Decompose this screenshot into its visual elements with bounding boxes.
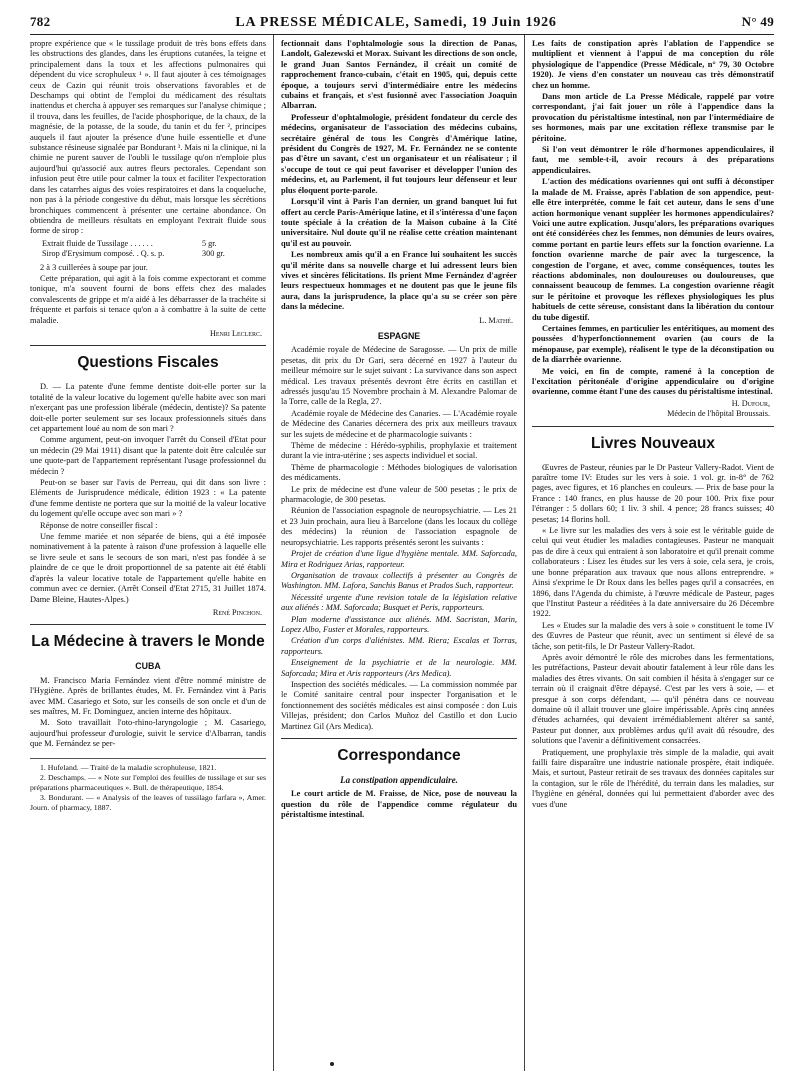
footnote: 1. Hufeland. — Traité de la maladie scrophuleuse, 1821. [40,762,217,772]
paragraph: Le prix de médecine est d'une valeur de 500 pesetas ; le prix de pharmacologie, de 300 pesetas. [281,484,517,505]
paragraph: Réponse de notre conseiller fiscal : [40,520,158,530]
author-signature: Henri Leclerc. [209,328,262,338]
section-heading-fiscales: Questions Fiscales [77,354,219,372]
footnotes [30,758,266,813]
paragraph: L'action des médications ovariennes qui ont suffi à déconstiper la malade de M. Fraisse, après l'ablation de son appendice, peut-elle être interprétée, comme le fait cet auteur, dans le sens d'une action hormonique venant suppléer les hormones appendiculaires? Voici une autre explication. Jusqu'alors, les préparations ovariques ont été considérées chez les femmes, non démunies de leurs ovaires, comme portant en partie leurs effets sur la fonction ovarienne. La fonction ovarienne marche de pair avec la turgescence, la congestion de l'organe, et avec, comme conséquences, toutes les réactions abdominales, non douloureuses ou douloureuses, que connaissent beaucoup de femmes. La congestion ovarienne réagit sur le péritoine et provoque les réflexes physiologiques les plus habituels de cette séreuse, consistant dans la libération du contour du tube digestif. [532,177,774,322]
divider [30,345,266,346]
section-heading-livres: Livres Nouveaux [590,434,716,452]
paragraph: Me voici, en fin de compte, ramené à la conception de l'excitation péritonéale d'origine appendiculaire ou d'origine ovarienne, comme étant l'une des causes du péristaltisme intestinal. [532,366,774,397]
divider [532,426,774,427]
paragraph: Académie royale de Médecine de Saragosse. — Un prix de mille pesetas, dit prix du Dr Gari, sera décerné en 1927 à l'auteur du meilleur mémoire sur le sujet suivant : La survivance dans son aspect médical. Les travaux présentés devront être écrits en castillan et adressés jusqu'au 15 Novembre prochain à M. Alexandre Palomar de la Torre, calle de la Regla, 27. [281,345,517,407]
paragraph: Œuvres de Pasteur, réunies par le Dr Pasteur Vallery-Radot. Vient de paraître tome IV: Etudes sur les vers à soie. 1 vol. gr. in-8° de 762 pages, avec figures, et 16 planches en couleurs. — Prix de base pour la France : 140 francs, en plus hausse de 20 pour 100. Prix fixe pour l'étranger : 5 dollars 60; 1 liv. 3 shil. 4 pence; 28 francs suisses; 40 pesetas; 14 florins holl. [532,462,774,524]
formula-ingredient: Extrait fluide de Tussilage . . . . . . [42,238,153,248]
subheading-espagne: ESPAGNE [377,330,421,341]
column-1 [30,35,273,1071]
footnote: 3. Bondurant. — « Analysis of the leaves of tussilago farfara », Amer. Journ. of pharmacy, 1887. [30,793,266,812]
formula-quantity: 5 gr. [202,238,217,248]
divider [30,624,266,625]
paragraph: Si l'on veut démontrer le rôle d'hormones appendiculaires, il faut, me semble-t-il, avoir recours à des préparations appendiculaires. [532,145,774,175]
paragraph: M. Francisco Maria Fernández vient d'être nommé ministre de l'Hygiène. Après de brillantes études, M. Fr. Fernández vint à Paris avec MM. Casariego et Soto, sur les conseils de son oncle et d'un de ses maîtres, M. Fr. Dominguez, ancien interne des hôpitaux. [30,675,266,716]
issue-number: N° 49 [741,14,774,29]
paragraph: Les faits de constipation après l'ablation de l'appendice se multiplient et viennent à l'appui de ma conception du rôle physiologique de l'appendice (Presse Médicale, n° 79, 30 Octobre 1920). Je viens d'en constater un nouveau cas très démonstratif chez un homme. [532,39,774,90]
paragraph: Organisation de travaux collectifs à présenter au Congrès de Washington. MM. Lafora, Sanchis Banus et Prados Such, rapporteur. [281,570,517,591]
paragraph: Le court article de M. Fraisse, de Nice, pose de nouveau la question du rôle de l'appendice comme régulateur du péristaltisme intestinal. [281,789,517,820]
paragraph: Dans mon article de La Presse Médicale, rappelé par votre correspondant, j'ai fait jouer un rôle à l'appendice dans la provocation du péristaltisme intestinal, non par l'intermédiaire de ses hormones, mais par une excitation réflexe transmise par le péritoine. [532,92,774,143]
columns [30,35,774,1071]
paragraph: Peut-on se baser sur l'avis de Perreau, qui dit dans son livre : Eléments de Jurisprudence médicale, édition 1923 : « La patente d'une femme dentiste ne portera que sur la moitié de la valeur locative du logement qu'elle occupe avec son mari » ? [30,478,266,519]
paragraph: Professeur d'ophtalmologie, président fondateur du cercle des médecins, organisateur de l'association des médecins cubains, secrétaire général de tous les Congrès d'Amérique latine, président du Congrès de 1927, M. Fr. Fernández ne se contente pas d'être un savant, c'est un organisateur et un réalisateur ; il s'occupe de tout ce qui peut favoriser et développer l'union des médecins, et, au Parlement, il fut toujours leur défenseur et leur plus éloquent porte-parole. [281,112,517,195]
paragraph: Enseignement de la psychiatrie et de la neurologie. MM. Saforcada; Mira et Aris rapporteurs (Ars Medica). [281,658,517,678]
paragraph: D. — La patente d'une femme dentiste doit-elle porter sur la totalité de la valeur locative du logement qu'elle habite avec son mari n'exerçant pas une profession libérale (médecin, dentiste)? Sa patente doit-elle porter seulement sur ses locaux professionnels situés dans cet appartement loué au nom de son mari ? [30,382,266,433]
paragraph: « Le livre sur les maladies des vers à soie est le véritable guide de celui qui veut étudier les maladies contagieuses. Pasteur ne manquait pas de dire à ceux qui entraient à son laboratoire et qu'il prenait comme collaborateurs : Lisez les études sur les vers à soie, cela sera, je crois, une bonne préparation aux travaux que nous allons entreprendre. » Ainsi s'exprime le Dr Roux dans les belles pages qu'il a consacrées, en 1896, dans l'Agenda du chimiste, à l'œuvre médicale de Pasteur, pages que l'Institut Pasteur a rééditées à la date anniversaire du 26 Décembre 1922. [532,526,774,619]
paragraph: Académie royale de Médecine des Canaries. — L'Académie royale de Médecine des Canaries décernera des prix aux meilleurs travaux sur les sujets de médecine et de pharmacologie suivants : [281,408,517,439]
paragraph: Pratiquement, une prophylaxie très simple de la maladie, qui avait failli faire disparaître une industrie nationale prospère, était indiquée. Mais, et surtout, Pasteur retirait de ses travaux des données capitales sur la contagion, sur le rôle de l'hérédité, du terrain dans les maladies, sur l'hygiène en général, données qui lui permettaient d'aborder avec des vues d'une [532,747,774,809]
paragraph: Projet de création d'une ligue d'hygiène mentale. MM. Saforcada, Mira et Rodriguez Arias, rapporteur. [281,549,517,569]
column-3 [524,35,774,1071]
paragraph: fectionnait dans l'ophtalmologie sous la direction de Panas, Landolt, Galezewski et Morax. Suivant les directions de son oncle, le grand Juan Santos Fernández, il créait un comité de rapprochement franco-cubain, c'était en 1905, qui, depuis cette époque, a toujours servi d'intermédiaire entre les médecins cubains et français, et s'est fusionné avec l'association Joaquin Albarran. [281,39,517,111]
paragraph: Plan moderne d'assistance aux aliénés. MM. Sacristan, Marin, Lopez Albo, Fuster et Morales, rapporteurs. [281,614,517,634]
paragraph: Certaines femmes, en particulier les entéritiques, au moment des poussées d'hyperfonctionnement ovarien (au cours de la ménopause, par exemple), réalisent le type de la déconstipation ou de la diarrhée ovarienne. [532,323,774,365]
subheading-constipation: La constipation appendiculaire. [340,775,458,785]
page-header [30,14,774,35]
author-signature: H. Dufour, [731,398,770,408]
paragraph: Après avoir démontré le rôle des microbes dans les fermentations, les putréfactions, Pasteur devait aboutir fatalement à leur rôle dans les maladies des êtres vivants. On sait combien il hésita à s'engager sur ce terrain où il craignait d'être dépaysé. C'est par les vers à soie, — et presque à son corps défendant, — qu'il pénétra dans ce nouveau domaine où il allait trouver une gloire impérissable. Après cinq années d'études acharnées, qui devaient irrémédiablement altérer sa santé, Pasteur put donner, aux problèmes ardus qu'il avait dû résoudre, des solutions que l'avenir a définitivement consacrées. [532,652,774,746]
paragraph: Les « Etudes sur la maladie des vers à soie » constituent le tome IV des Œuvres de Pasteur que réunit, avec un sentiment si élevé de sa tâche, son petit-fils, le Dr Pasteur Vallery-Radot. [532,620,774,651]
author-signature: René Pinchon. [212,607,262,617]
paragraph: Réunion de l'association espagnole de neuropsychiatrie. — Les 21 et 23 Juin prochain, aura lieu à Barcelone (dans les locaux du collège des médecins) la réunion de l'association espagnole de neuropsychiatrie. Les rapports présentés seront les suivants : [281,506,517,547]
journal-title: LA PRESSE MÉDICALE, Samedi, 19 Juin 1926 [235,15,557,30]
paragraph: Une femme mariée et non séparée de biens, qui a été imposée nominativement à la patente à raison d'une profession à laquelle elle se livre seule et sans le secours de son mari, n'est pas fondée à se plaindre de ce que le droit proportionnel de sa patente ait été établi d'après la valeur locative totale de l'appartement qu'elle habite en commun avec ce dernier. (Arrêt Conseil d'Etat 2715, 31 Juillet 1874. Dame Bleine, Hautes-Alpes.) [30,532,266,604]
author-signature: L. Mathé. [479,315,513,325]
divider [281,738,517,739]
footnote: 2. Deschamps. — « Note sur l'emploi des feuilles de tussilage et sur ses préparations pharmaceutiques ». Bull. de thérapeutique, 1854. [30,773,266,792]
paragraph: Comme argument, peut-on invoquer l'arrêt du Conseil d'Etat pour un médecin (29 Mai 1911) disant que la patente doit être calculée sur une quote-part de l'appartement représentant l'usage professionnel du médecin ? [30,435,266,476]
paragraph: M. Soto travaillait l'oto-rhino-laryngologie ; M. Casariego, aujourd'hui professeur d'urologie, suivit le service d'Albarran, tandis que M. Fernández se per- [30,718,266,749]
section-heading-correspondance: Correspondance [337,747,461,764]
subheading-cuba: CUBA [135,661,161,672]
paragraph: Thème de pharmacologie : Méthodes biologiques de valorisation des médicaments. [281,462,517,483]
formula [42,239,266,260]
paragraph: Inspection des sociétés médicales. — La commission nommée par le Comité sanitaire central pour inspecter l'organisation et le fonctionnement des sociétés médicales est ainsi composée : don Luis Villejas, président; don Carlos Muñoz del Castillo et don Lucio Martinez Gil (Ars Medica). [281,679,517,731]
section-heading-medecine: La Médecine à travers le Monde [31,633,265,651]
paragraph: Thème de médecine : Hérédo-syphilis, prophylaxie et traitement durant la vie intra-utérine ; ses aspects individuel et social. [281,441,517,461]
formula-ingredient: Sirop d'Erysimum composé. . Q. s. p. [42,249,165,259]
column-2 [273,35,524,1071]
paragraph: 2 à 3 cuillerées à soupe par jour. [40,262,148,272]
paragraph: Les nombreux amis qu'il a en France lui souhaitent les succès qu'il mérite dans sa nouvelle charge et lui adressent leurs bien vives et sincères félicitations. Ils prient Mme Fernández d'agréer leurs respectueux hommages et ne doutent pas que le jeune fils aura, dans la jurisprudence, la place qu'a su se créer son père dans la médecine. [281,250,517,312]
paragraph: Nécessité urgente d'une revision totale de la législation relative aux aliénés : MM. Saforcada; Busquet et Peris, rapporteurs. [281,592,517,613]
paragraph: propre expérience que « le tussilage produit de très bons effets dans les obstructions des glandes, dans les éruptions cutanées, la teigne et principalement dans la toux et les affections pulmonaires qui dépendent du vice scrophuleux ¹ ». Il faut ajouter à ces témoignages ceux de Cazin qui réunit trois observations favorables et de Deschamps qui obtint de l'emploi du médicament des résultats inattendus et chercha à appuyer ses remarques sur l'analyse chimique ; il trouva, dans les feuilles, de l'acide phosphorique, de la chaux, de la magnésie, de la potasse, de la soude, du tanin et du fer ², principes auquels il faut ajouter la présence d'une huile essentielle et d'une substance résineuse signalée par Bondurant ³. Mais ni la clinique, ni la chimie ne purent sauver de l'oubli le tussilage qu'on n'emploie plus aujourd'hui qu'associé aux autres fleurs pectorales. Cependant son infusion peut être utile pour calmer la toux et faciliter l'expectoration dans les catarrhes aigus des voies respiratoires et dans la coqueluche, non pas à la période congestive du début, mais lorsque les sécrétions bronchiques commencent à présenter une certaine abondance. On obtiendra de meilleurs résultats en employant l'extrait fluide sous forme de sirop : [30,39,266,236]
printer-mark [330,1062,334,1066]
formula-quantity: 300 gr. [202,249,225,259]
page-number: 782 [30,14,51,29]
paragraph: Création d'un corps d'aliénistes. MM. Riera; Escalas et Torras, rapporteurs. [281,636,517,656]
paragraph: Cette préparation, qui agit à la fois comme expectorant et comme tonique, m'a souvent fourni de bons effets chez des malades convalescents de grippe et m'a aidé à les débarrasser de la trachéite si fréquente et parfois si tenace qu'on a à combattre à la suite de cette maladie. [30,273,266,325]
paragraph: Lorsqu'il vint à Paris l'an dernier, un grand banquet lui fut offert au cercle Paris-Amérique latine, et il s'intéressa d'une façon toute spéciale à la création de la Maison cubaine à la Cité universitaire. Nul doute qu'il ne réalise cette création maintenant qu'il est au pouvoir. [281,197,517,248]
author-title: Médecin de l'hôpital Broussais. [667,409,770,419]
